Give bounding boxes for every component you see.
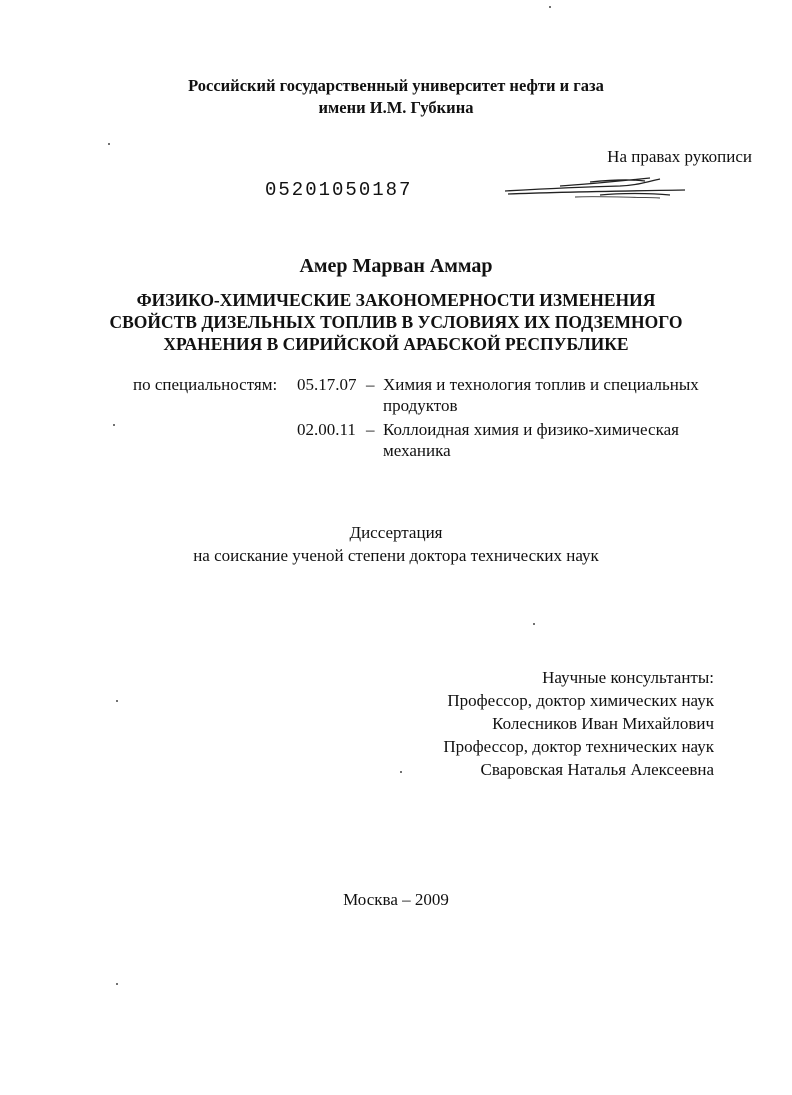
specialty-dash: – [366, 375, 375, 394]
signature [500, 173, 690, 203]
consultants-heading: Научные консультанты: [542, 668, 714, 687]
author-name: Амер Марван Аммар [299, 255, 493, 277]
scan-speck [533, 623, 535, 625]
work-type: Диссертация [349, 523, 443, 542]
rights-note: На правах рукописи [607, 147, 752, 166]
specialty-dash: – [366, 420, 375, 439]
consultant-name: Сваровская Наталья Алексеевна [480, 760, 714, 779]
specialty-code: 05.17.07 [297, 375, 357, 394]
scan-speck [116, 700, 118, 702]
dissertation-title-line1: ФИЗИКО-ХИМИЧЕСКИЕ ЗАКОНОМЕРНОСТИ ИЗМЕНЕНИЯ [136, 290, 656, 310]
scan-speck [549, 6, 551, 8]
specialty-name-line1: Химия и технология топлив и специальных [383, 375, 699, 394]
dissertation-title-line3: ХРАНЕНИЯ В СИРИЙСКОЙ АРАБСКОЙ РЕСПУБЛИКЕ [163, 334, 629, 354]
specialty-code: 02.00.11 [297, 420, 356, 439]
university-name-line1: Российский государственный университет нефти и газа [188, 76, 604, 95]
scan-speck [108, 143, 110, 145]
scan-speck [116, 983, 118, 985]
degree-description: на соискание ученой степени доктора технических наук [193, 546, 599, 565]
consultant-title: Профессор, доктор технических наук [443, 737, 714, 756]
consultant-name: Колесников Иван Михайлович [492, 714, 714, 733]
specialties-prefix: по специальностям: [133, 375, 278, 394]
place-year: Москва – 2009 [343, 890, 449, 909]
serial-number: 05201050187 [265, 179, 413, 201]
scan-speck [400, 771, 402, 773]
specialty-name-line2: механика [383, 441, 451, 460]
university-name-line2: имени И.М. Губкина [318, 98, 474, 117]
specialty-name-line1: Коллоидная химия и физико-химическая [383, 420, 679, 439]
dissertation-title-line2: СВОЙСТВ ДИЗЕЛЬНЫХ ТОПЛИВ В УСЛОВИЯХ ИХ ПОДЗЕМНОГО [109, 312, 683, 332]
specialty-name-line2: продуктов [383, 396, 458, 415]
consultant-title: Профессор, доктор химических наук [447, 691, 714, 710]
scan-speck [113, 424, 115, 426]
